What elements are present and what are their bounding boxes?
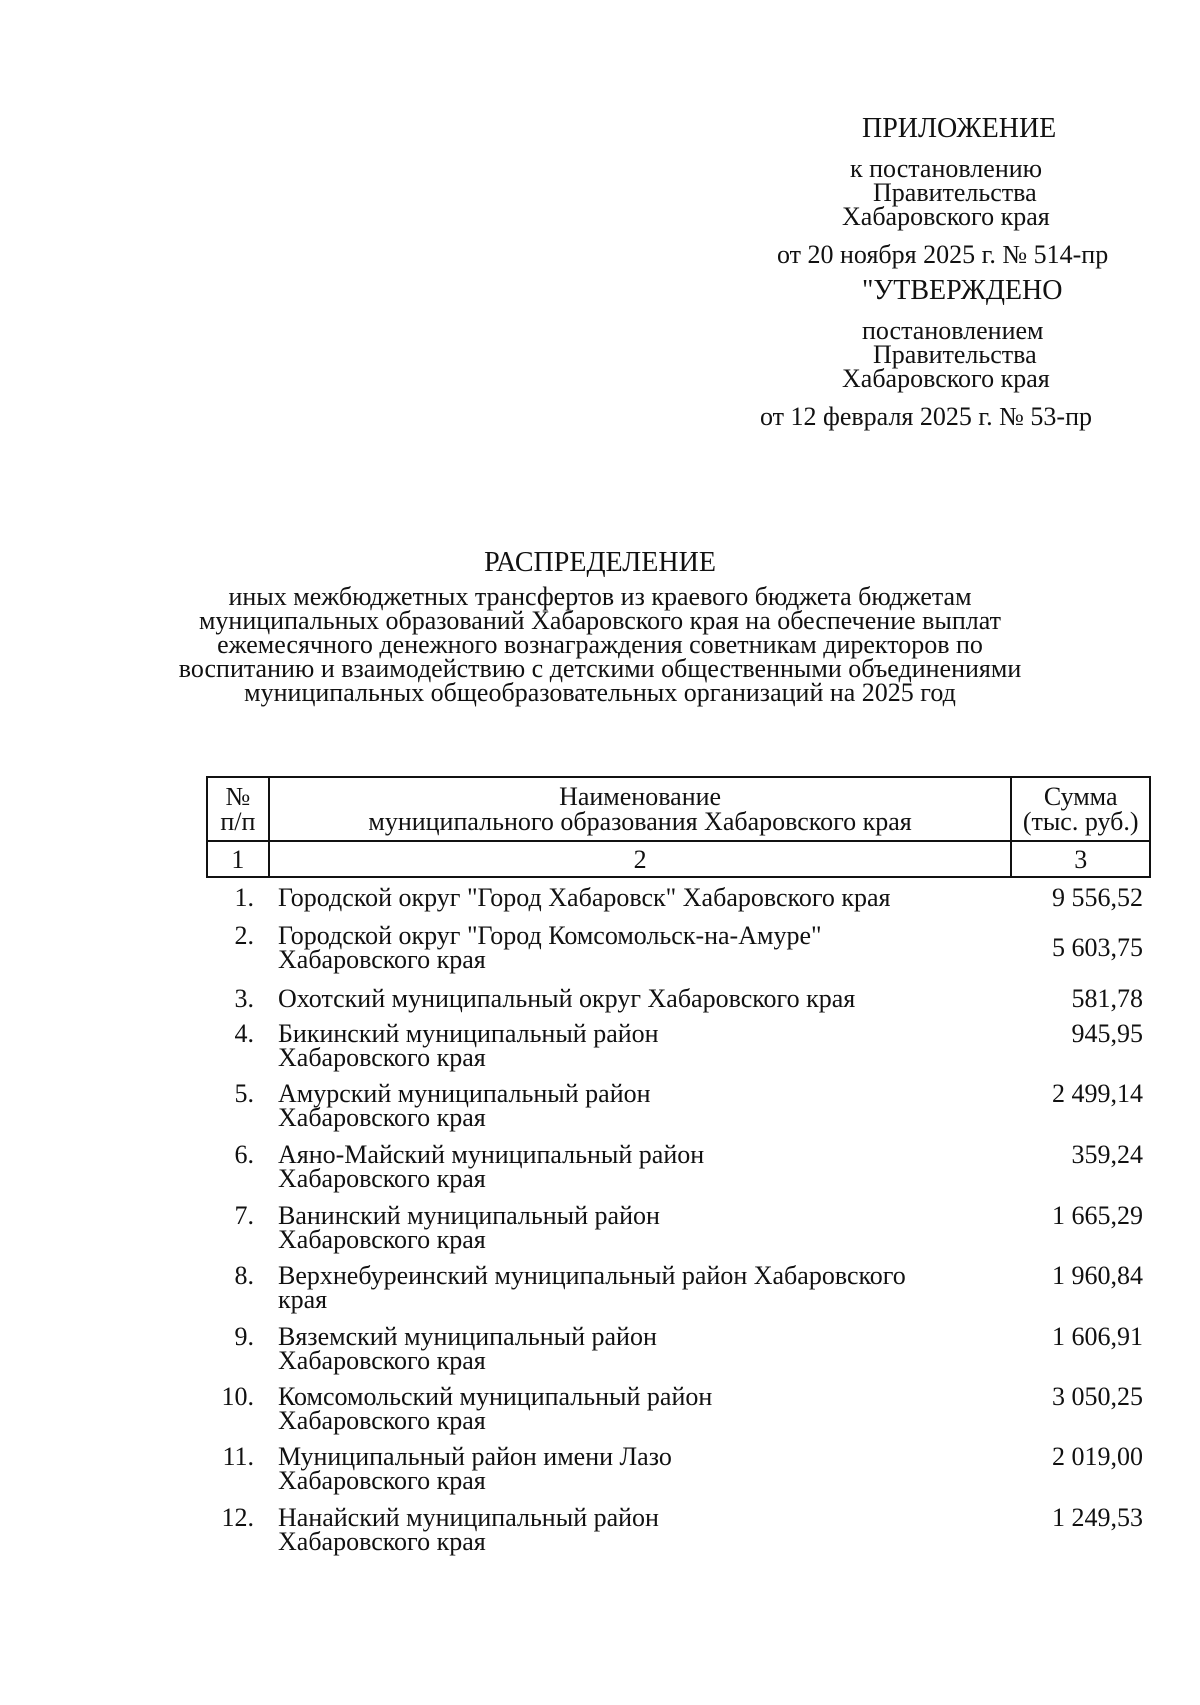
row-sum: 5 603,75 xyxy=(1052,933,1143,962)
col-name-header-line1: Наименование xyxy=(559,782,722,811)
subtitle-line: иных межбюджетных трансфертов из краевого бюджета бюджетам xyxy=(228,582,972,611)
subtitle-line: воспитанию и взаимодействию с детскими общественными объединениями xyxy=(178,654,1022,683)
col-index-3: 3 xyxy=(1011,841,1150,877)
row-name xyxy=(278,1442,978,1495)
row-sum: 1 665,29 xyxy=(1052,1201,1143,1230)
row-sum: 945,95 xyxy=(1071,1019,1143,1048)
row-sum: 2 019,00 xyxy=(1052,1442,1143,1471)
col-index-2: 2 xyxy=(269,841,1012,877)
row-name-line: Хабаровского края xyxy=(278,1225,486,1254)
row-number: 5. xyxy=(234,1079,254,1108)
row-name-line: края xyxy=(278,1285,328,1314)
row-number: 1. xyxy=(234,883,254,912)
document-subtitle xyxy=(150,582,1050,707)
row-name-line: Охотский муниципальный округ Хабаровского края xyxy=(278,984,856,1013)
row-sum: 1 249,53 xyxy=(1052,1503,1143,1532)
row-name xyxy=(278,1261,978,1314)
col-name-header-line2: муниципального образования Хабаровского края xyxy=(368,807,912,836)
row-number: 8. xyxy=(234,1261,254,1290)
row-name-line: Ванинский муниципальный район xyxy=(278,1201,660,1230)
row-name-line: Городской округ "Город Хабаровск" Хабаровского края xyxy=(278,883,891,912)
row-sum: 1 960,84 xyxy=(1052,1261,1143,1290)
row-name xyxy=(278,1140,978,1193)
row-number: 2. xyxy=(234,921,254,950)
row-name xyxy=(278,883,978,912)
table-header xyxy=(206,776,1151,878)
row-name xyxy=(278,1382,978,1435)
region-line-2: Хабаровского края xyxy=(842,364,1050,393)
row-sum: 2 499,14 xyxy=(1052,1079,1143,1108)
row-name xyxy=(278,1079,978,1132)
row-name-line: Бикинский муниципальный район xyxy=(278,1019,659,1048)
government-line-2: Правительства xyxy=(873,340,1037,369)
row-name xyxy=(278,1201,978,1254)
col-sum-header-line2: (тыс. руб.) xyxy=(1022,807,1139,836)
approval-date-line: от 12 февраля 2025 г. № 53-пр xyxy=(760,402,1092,431)
row-number: 6. xyxy=(234,1140,254,1169)
col-sum-header xyxy=(1011,777,1150,841)
by-resolution-line: постановлением xyxy=(862,316,1044,345)
row-name-line: Хабаровского края xyxy=(278,1164,486,1193)
approved-heading: "УТВЕРЖДЕНО xyxy=(862,275,1063,306)
row-number: 12. xyxy=(221,1503,254,1532)
row-name-line: Верхнебуреинский муниципальный район Хабаровского xyxy=(278,1261,906,1290)
resolution-date-line: от 20 ноября 2025 г. № 514-пр xyxy=(777,240,1109,269)
row-sum: 3 050,25 xyxy=(1052,1382,1143,1411)
row-name-line: Хабаровского края xyxy=(278,1527,486,1556)
row-name-line: Нанайский муниципальный район xyxy=(278,1503,659,1532)
subtitle-line: ежемесячного денежного вознаграждения советникам директоров по xyxy=(217,630,983,659)
row-name-line: Хабаровского края xyxy=(278,1043,486,1072)
row-name xyxy=(278,1503,978,1556)
row-name-line: Хабаровского края xyxy=(278,1406,486,1435)
row-name-line: Городской округ "Город Комсомольск-на-Амуре" xyxy=(278,921,822,950)
row-number: 9. xyxy=(234,1322,254,1351)
col-name-header xyxy=(269,777,1012,841)
row-sum: 581,78 xyxy=(1071,984,1143,1013)
row-name xyxy=(278,1019,978,1072)
col-number-header-line1: № xyxy=(225,782,251,811)
row-name-line: Хабаровского края xyxy=(278,1466,486,1495)
row-name-line: Хабаровского края xyxy=(278,945,486,974)
col-number-header xyxy=(207,777,269,841)
row-name-line: Амурский муниципальный район xyxy=(278,1079,651,1108)
row-sum: 1 606,91 xyxy=(1052,1322,1143,1351)
row-name xyxy=(278,921,978,974)
appendix-heading: ПРИЛОЖЕНИЕ xyxy=(862,113,1057,144)
government-line: Правительства xyxy=(873,178,1037,207)
region-line: Хабаровского края xyxy=(842,202,1050,231)
row-sum: 9 556,52 xyxy=(1052,883,1143,912)
row-sum: 359,24 xyxy=(1071,1140,1143,1169)
row-name xyxy=(278,1322,978,1375)
row-number: 7. xyxy=(234,1201,254,1230)
column-index-row xyxy=(207,841,1150,877)
col-sum-header-line1: Сумма xyxy=(1043,782,1118,811)
subtitle-line: муниципальных образований Хабаровского края на обеспечение выплат xyxy=(198,606,1002,635)
row-name-line: Хабаровского края xyxy=(278,1103,486,1132)
row-name-line: Хабаровского края xyxy=(278,1346,486,1375)
col-number-header-line2: п/п xyxy=(220,807,256,836)
subtitle-line: муниципальных общеобразовательных организаций на 2025 год xyxy=(244,678,956,707)
document-title: РАСПРЕДЕЛЕНИЕ xyxy=(484,547,716,578)
row-number: 11. xyxy=(222,1442,254,1471)
row-name-line: Комсомольский муниципальный район xyxy=(278,1382,713,1411)
to-resolution-line: к постановлению xyxy=(850,154,1043,183)
row-number: 4. xyxy=(234,1019,254,1048)
row-name-line: Аяно-Майский муниципальный район xyxy=(278,1140,705,1169)
col-index-1: 1 xyxy=(207,841,269,877)
row-number: 10. xyxy=(221,1382,254,1411)
header-row xyxy=(207,777,1150,841)
row-name xyxy=(278,984,978,1013)
row-name-line: Муниципальный район имени Лазо xyxy=(278,1442,672,1471)
row-name-line: Вяземский муниципальный район xyxy=(278,1322,657,1351)
row-number: 3. xyxy=(234,984,254,1013)
